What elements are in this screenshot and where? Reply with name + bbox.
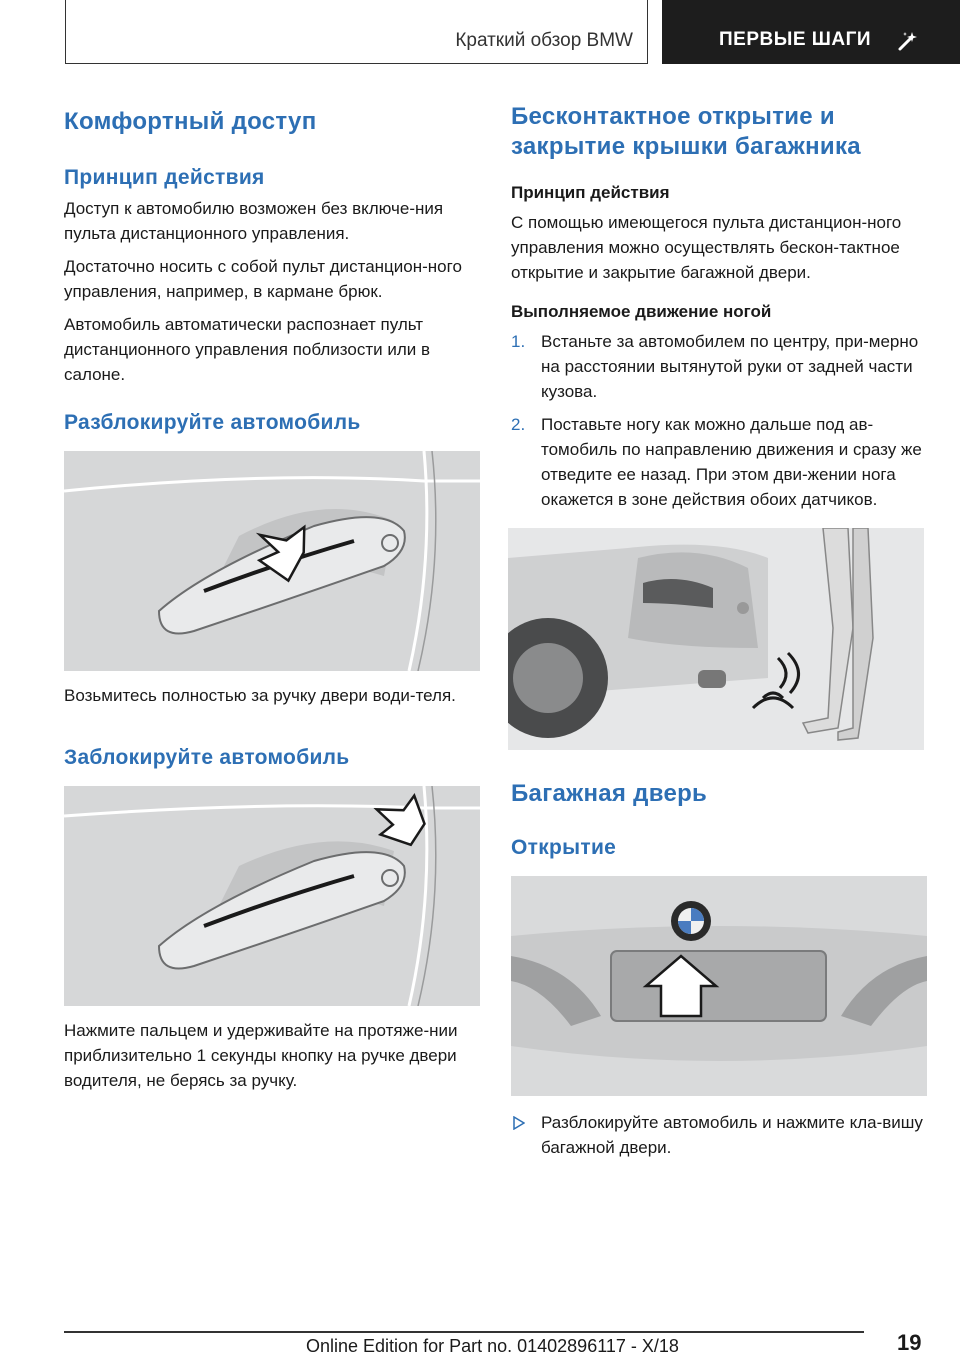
- movement-heading: Выполняемое движение ногой: [511, 302, 772, 321]
- movement-steps: [511, 329, 929, 512]
- principle-heading-left: Принцип действия: [64, 166, 265, 189]
- bullet-triangle-icon: [513, 1116, 525, 1130]
- paragraph-3: Автомобиль автоматически распознает пульт дистанционного управления поблизости или в салоне.: [64, 315, 430, 384]
- step-item: [511, 412, 929, 512]
- contactless-title: Бесконтактное открытие и закрытие крышки багажника: [511, 103, 861, 160]
- opening-bullet-text: Разблокируйте автомобиль и нажмите кла-вишу багажной двери.: [541, 1113, 923, 1157]
- door-handle-unlock-figure: [64, 451, 480, 671]
- header-chapter-tab[interactable]: [662, 0, 960, 64]
- paragraph-1: Доступ к автомобилю возможен без включе-ния пульта дистанционного управления.: [64, 199, 444, 243]
- step-item: [511, 329, 929, 404]
- step-number: 2.: [511, 415, 526, 434]
- trunk-title: Багажная дверь: [511, 780, 708, 807]
- door-handle-lock-figure: [64, 786, 480, 1006]
- header-section-title: Краткий обзор BMW: [455, 30, 633, 51]
- step-text: Поставьте ногу как можно дальше под ав-томобиль по направлению движения и сразу же отведите ее назад. При этом дви-жении нога окажется в зоне действия обоих датчиков.: [541, 415, 922, 509]
- lock-caption: Нажмите пальцем и удерживайте на протяже-нии приблизительно 1 секунды кнопку на ручке двери водителя, не берясь за ручку.: [64, 1021, 458, 1090]
- footer-divider: [64, 1331, 864, 1333]
- header-chapter-title: ПЕРВЫЕ ШАГИ: [719, 29, 872, 50]
- opening-bullet: [511, 1110, 929, 1160]
- paragraph-2: Достаточно носить с собой пульт дистанцион-ного управления, например, в кармане брюк.: [64, 257, 462, 301]
- magic-wand-icon: [897, 28, 921, 52]
- foot-gesture-figure: [508, 528, 924, 750]
- left-column: [64, 100, 482, 1093]
- step-number: 1.: [511, 332, 526, 351]
- opening-heading: Открытие: [511, 836, 617, 859]
- principle-heading-right: Принцип действия: [511, 183, 670, 202]
- comfort-access-title: Комфортный доступ: [64, 108, 317, 135]
- unlock-caption: Возьмитесь полностью за ручку двери води-теля.: [64, 686, 456, 705]
- principle-text: С помощью имеющегося пульта дистанцион-ного управления можно осуществлять бескон-тактное открытие и закрытие багажной двери.: [511, 213, 902, 282]
- lock-heading: Заблокируйте автомобиль: [64, 746, 350, 769]
- footer-edition: Online Edition for Part no. 01402896117 - X/18: [306, 1336, 679, 1356]
- page-number: 19: [897, 1330, 922, 1355]
- right-column: [511, 100, 929, 1160]
- step-text: Встаньте за автомобилем по центру, при-мерно на расстоянии вытянутой руки от задней части кузова.: [541, 332, 919, 401]
- header-section-box: [65, 0, 648, 64]
- unlock-heading: Разблокируйте автомобиль: [64, 411, 361, 434]
- trunk-button-figure: [511, 876, 927, 1096]
